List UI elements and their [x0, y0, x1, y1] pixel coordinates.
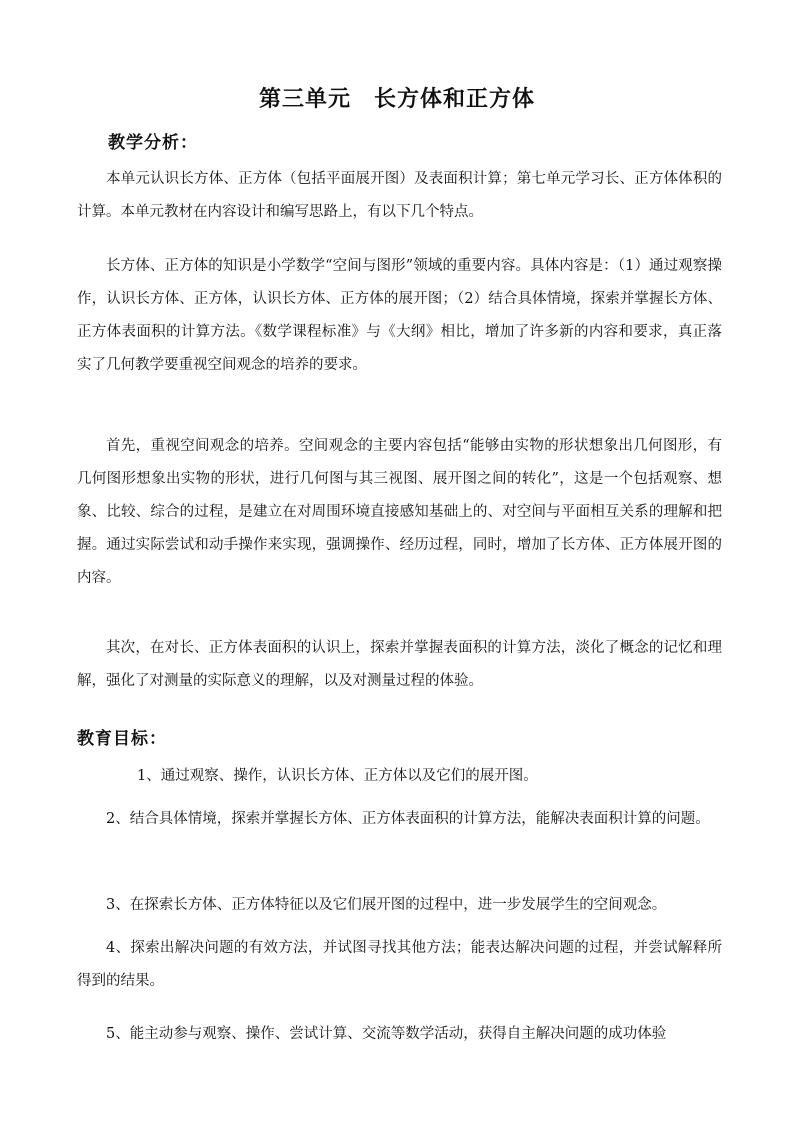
analysis-paragraph-2: 长方体、正方体的知识是小学数学“空间与图形”领域的重要内容。具体内容是：（1）通过观察操作，认识长方体、正方体，认识长方体、正方体的展开图；（2）结合具体情境，探索并掌握长方体、正方体表面积的计算方法。《数学课程标准》与《大纲》相比，增加了许多新的内容和要求，真正落实了几何教学要重视空间观念的培养的要求。: [77, 258, 722, 373]
goal-item-5: 5、能主动参与观察、操作、尝试计算、交流等数学活动，获得自主解决问题的成功体验: [106, 1026, 667, 1042]
analysis-heading: 教学分析：: [108, 133, 198, 153]
analysis-paragraph-1: 本单元认识长方体、正方体（包括平面展开图）及表面积计算；第七单元学习长、正方体体积的计算。本单元教材在内容设计和编写思路上，有以下几个特点。: [77, 171, 722, 220]
analysis-paragraph-3: 首先，重视空间观念的培养。空间观念的主要内容包括“能够由实物的形状想象出几何图形，有几何图形想象出实物的形状，进行几何图与其三视图、展开图之间的转化”，这是一个包括观察、想象、比较、综合的过程，是建立在对周围环境直接感知基础上的、对空间与平面相互关系的理解和把握。通过实际尝试和动手操作来实现，强调操作、经历过程，同时，增加了长方体、正方体展开图的内容。: [77, 438, 722, 586]
goal-item-1: 1、通过观察、操作，认识长方体、正方体以及它们的展开图。: [137, 768, 538, 784]
goal-item-2: 2、结合具体情境，探索并掌握长方体、正方体表面积的计算方法，能解决表面积计算的问题。: [106, 811, 710, 827]
goals-heading: 教育目标：: [77, 729, 167, 749]
goal-item-4: 4、探索出解决问题的有效方法，并试图寻找其他方法；能表达解决问题的过程，并尝试解释所得到的结果。: [77, 940, 722, 989]
goal-item-3: 3、在探索长方体、正方体特征以及它们展开图的过程中，进一步发展学生的空间观念。: [106, 897, 667, 913]
analysis-paragraph-4: 其次，在对长、正方体表面积的认识上，探索并掌握表面积的计算方法，淡化了概念的记忆和理解，强化了对测量的实际意义的理解，以及对测量过程的体验。: [77, 640, 722, 689]
page-title: 第三单元 长方体和正方体: [258, 86, 535, 112]
